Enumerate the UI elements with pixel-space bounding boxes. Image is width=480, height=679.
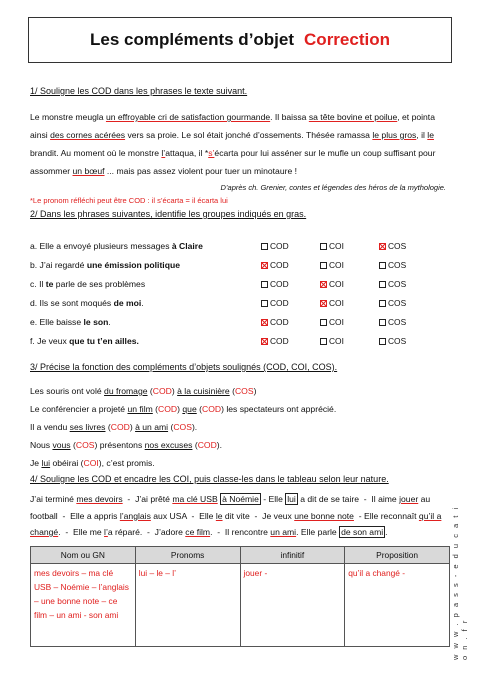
- section-4-heading: 4/ Souligne les COD et encadre les COI, puis classe-les dans le tableau selon leur nature.: [30, 474, 389, 484]
- table-header: Nom ou GN: [31, 547, 136, 564]
- option-label: COS: [388, 241, 407, 251]
- section-2-heading: 2/ Dans les phrases suivantes, identifie les groupes indiqués en gras.: [30, 209, 307, 219]
- checkbox-icon[interactable]: [379, 281, 386, 288]
- checkbox-icon[interactable]: [261, 300, 268, 307]
- table-cell: mes devoirs – ma clé USB – Noémie – l’anglais – une bonne note – ce film – un ami - son ami: [31, 564, 136, 647]
- option-cos[interactable]: [379, 317, 406, 327]
- option-cos[interactable]: [379, 279, 406, 289]
- option-label: COD: [270, 298, 289, 308]
- table-cell: qu’il a changé -: [345, 564, 450, 647]
- option-cos[interactable]: [379, 336, 406, 346]
- section-1-heading: 1/ Souligne les COD dans les phrases le texte suivant.: [30, 86, 248, 96]
- option-label: COI: [329, 260, 344, 270]
- option-cod[interactable]: [261, 298, 289, 308]
- checkbox-icon[interactable]: [320, 338, 327, 345]
- option-label: COD: [270, 279, 289, 289]
- option-coi[interactable]: [320, 336, 344, 346]
- option-label: COS: [388, 336, 407, 346]
- option-coi[interactable]: [320, 317, 344, 327]
- checkbox-icon[interactable]: [320, 281, 327, 288]
- section-4-text: J’ai terminé mes devoirs - J’ai prêté ma clé USB à Noémie - Elle lui a dit de se taire - Il aime jouer au football - Elle a appris l’anglais aux USA - Elle le dit vite - Je veux une bonne note - Elle reconnaît qu’il a changé. - Elle me l’a réparé. - J’adore ce film. - Il rencontre un ami. Elle parle de son ami .: [30, 494, 442, 537]
- table-header: Proposition: [345, 547, 450, 564]
- checkbox-icon[interactable]: [379, 319, 386, 326]
- option-cos[interactable]: [379, 260, 406, 270]
- checkbox-icon[interactable]: [379, 243, 386, 250]
- reflexive-note: *Le pronom réfléchi peut être COD : il s’écarta = il écarta lui: [30, 196, 228, 205]
- option-cos[interactable]: [379, 241, 406, 251]
- exercise-row: [30, 279, 450, 293]
- table-header: Pronoms: [135, 547, 240, 564]
- section-3-text: Les souris ont volé du fromage (COD) à la cuisinière (COS) Le conférencier a projeté un film (COD) que (COD) les spectateurs ont apprécié. Il a vendu ses livres (COD) à un ami (COS). Nous vous (COS) présentons nos excuses (COD). Je lui obéirai (COI), c’est promis.: [30, 386, 337, 468]
- checkbox-icon[interactable]: [379, 262, 386, 269]
- option-coi[interactable]: [320, 241, 344, 251]
- option-label: COI: [329, 241, 344, 251]
- checkbox-icon[interactable]: [320, 262, 327, 269]
- option-cod[interactable]: [261, 317, 289, 327]
- option-cod[interactable]: [261, 241, 289, 251]
- table-header: infinitif: [240, 547, 345, 564]
- option-label: COD: [270, 317, 289, 327]
- option-label: COI: [329, 298, 344, 308]
- exercise-sentence: d. Ils se sont moqués de moi.: [30, 298, 144, 308]
- exercise-sentence: f. Je veux que tu t’en ailles.: [30, 336, 139, 346]
- checkbox-icon[interactable]: [320, 319, 327, 326]
- option-cos[interactable]: [379, 298, 406, 308]
- exercise-sentence: c. Il te parle de ses problèmes: [30, 279, 146, 289]
- option-cod[interactable]: [261, 336, 289, 346]
- checkbox-icon[interactable]: [261, 281, 268, 288]
- option-label: COI: [329, 279, 344, 289]
- section-3-heading: 3/ Précise la fonction des compléments d’objets soulignés (COD, COI, COS).: [30, 362, 338, 372]
- option-label: COS: [388, 279, 407, 289]
- classification-table: [30, 546, 450, 647]
- checkbox-icon[interactable]: [261, 319, 268, 326]
- option-label: COD: [270, 260, 289, 270]
- exercise-sentence: b. J’ai regardé une émission politique: [30, 260, 180, 270]
- option-label: COS: [388, 298, 407, 308]
- option-label: COS: [388, 260, 407, 270]
- exercise-row: [30, 298, 450, 312]
- title-correction: Correction: [304, 30, 390, 49]
- checkbox-icon[interactable]: [379, 338, 386, 345]
- site-watermark: w w w . p a s s - e d u c a t i o n . f r: [451, 505, 469, 660]
- checkbox-icon[interactable]: [379, 300, 386, 307]
- table-cell: jouer -: [240, 564, 345, 647]
- option-coi[interactable]: [320, 260, 344, 270]
- exercise-sentence: a. Elle a envoyé plusieurs messages à Claire: [30, 241, 203, 251]
- source-citation: D’après ch. Grenier, contes et légendes des héros de la mythologie.: [220, 183, 446, 192]
- checkbox-icon[interactable]: [261, 262, 268, 269]
- section-1-text: Le monstre meugla un effroyable cri de satisfaction gourmande. Il baissa sa tête bovine et poilue, et pointa ainsi des cornes acérées vers sa proie. Le sol était jonché d’ossements. Thésée ramassa le plus gros, il le brandit. Au moment où le monstre l’attaqua, il *s’écarta pour lui asséner sur le mufle un coup suffisant pour assommer un bœuf ... mais pas assez violent pour tuer un minotaure !: [30, 112, 436, 176]
- title-box: [28, 17, 452, 63]
- option-cod[interactable]: [261, 260, 289, 270]
- checkbox-icon[interactable]: [320, 243, 327, 250]
- checkbox-icon[interactable]: [320, 300, 327, 307]
- checkbox-icon[interactable]: [261, 338, 268, 345]
- page-title: Les compléments d’objet: [89, 30, 295, 49]
- exercise-sentence: e. Elle baisse le son.: [30, 317, 111, 327]
- option-label: COI: [329, 317, 344, 327]
- option-coi[interactable]: [320, 279, 344, 289]
- exercise-row: [30, 317, 450, 331]
- option-label: COS: [388, 317, 407, 327]
- exercise-row: [30, 241, 450, 255]
- option-label: COD: [270, 241, 289, 251]
- option-coi[interactable]: [320, 298, 344, 308]
- checkbox-icon[interactable]: [261, 243, 268, 250]
- option-label: COD: [270, 336, 289, 346]
- exercise-row: [30, 336, 450, 350]
- option-cod[interactable]: [261, 279, 289, 289]
- option-label: COI: [329, 336, 344, 346]
- exercise-row: [30, 260, 450, 274]
- table-cell: lui – le – l’: [135, 564, 240, 647]
